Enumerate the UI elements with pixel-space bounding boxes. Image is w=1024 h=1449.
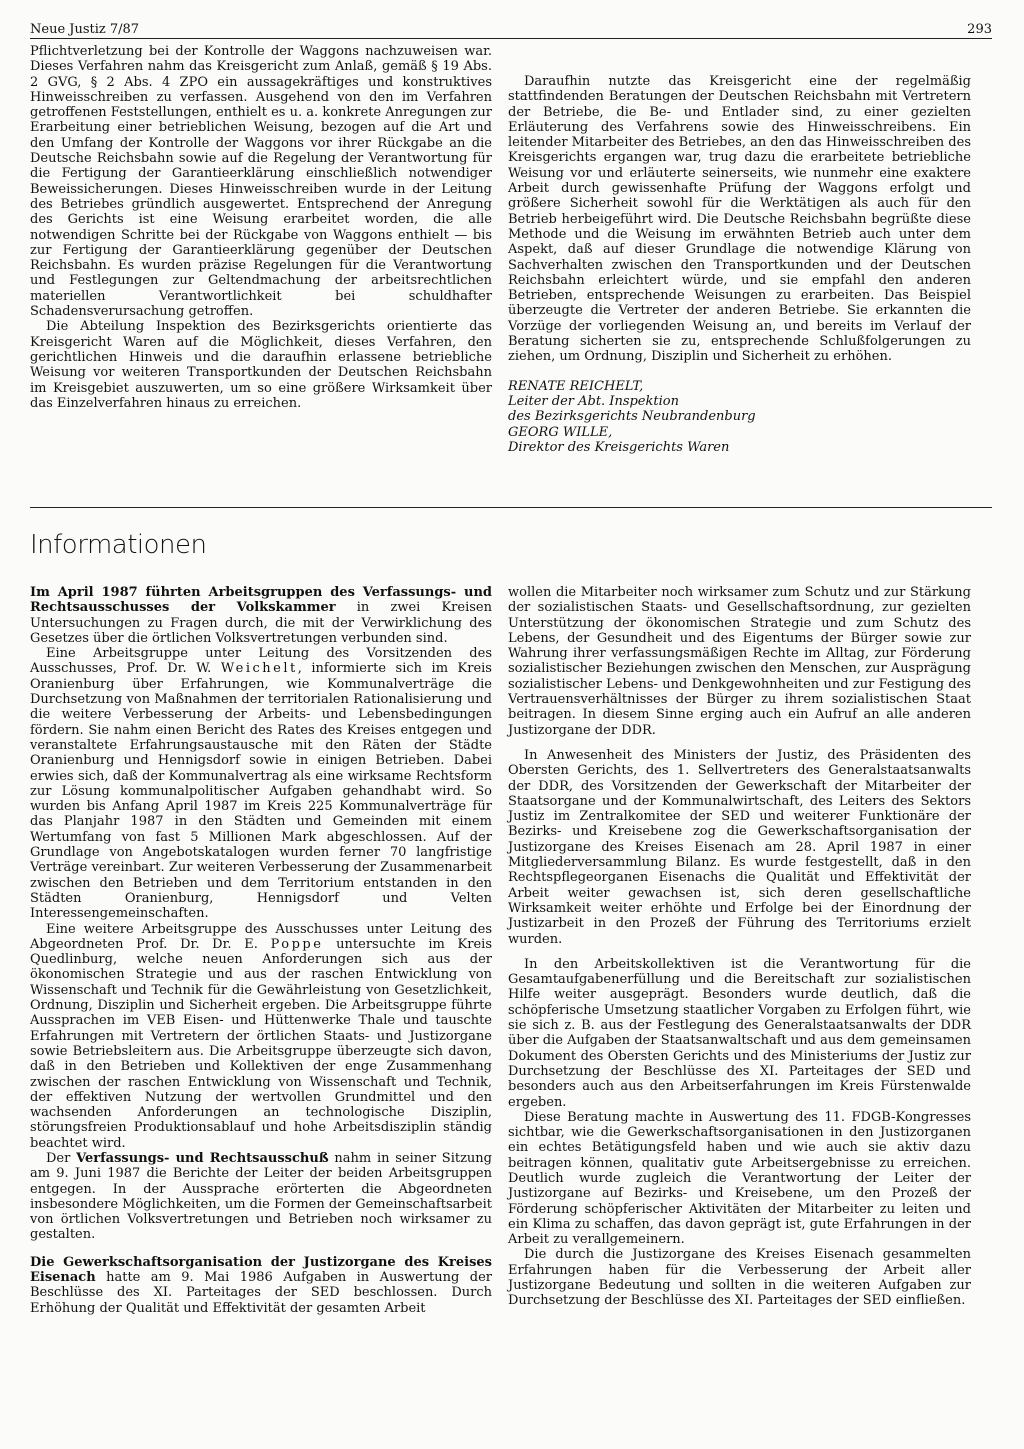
paragraph: Daraufhin nutzte das Kreisgericht eine der regelmäßig stattfindenden Beratungen der Deutschen Reichsbahn mit Vertretern der Betriebe, die Be- und Entlader sind, zu einer gezielten Erläuterung des Verfahrens sowie des Hinweisschreibens. Ein leitender Mitarbeiter des Betriebes, an den das Hinweisschreiben des Kreisgerichts ergangen war, trug dazu die erarbeitete betriebliche Weisung vor und erläuterte seinerseits, wie nunmehr eine exaktere Arbeit durch gewissenhafte Prüfung der Waggons erfolgt und größere Sicherheit sowohl für die Werktätigen als auch für den Betrieb herbeigeführt wird. Die Deutsche Reichsbahn begrüßte diese Methode und die Weisung im erwähnten Betrieb auch unter dem Aspekt, daß auf dieser Grundlage die notwendige Klärung von Sachverhalten zwischen den Transportkunden und der Deutschen Reichsbahn erleichtert würde, und sie empfahl den anderen Betrieben, entsprechende Weisungen zu erarbeiten. Das Beispiel überzeugte die Vertreter der anderen Betriebe. Sie erkannten die Vorzüge der vorliegenden Weisung an, und bereits im Verlauf der Beratung sicherten sie zu, entsprechende Schlußfolgerungen zu ziehen, um Ordnung, Disziplin und Sicherheit zu erhöhen. [508,74,971,365]
paragraph [30,585,492,646]
page-number: 293 [967,22,992,37]
paragraph [30,1255,492,1316]
text: , informierte sich im Kreis Oranienburg über Erfahrungen, wie Kommunalverträge die Durchsetzung von Maßnahmen der territorialen Rationalisierung und die weitere Verbesserung der Arbeits- und Lebensbedingungen fördern. Sie nahm einen Bericht des Rates des Kreises entgegen und veranstaltete Erfahrungsaustausche mit den Räten der Städte Oranienburg und Hennigsdorf sowie in einigen Betrieben. Dabei erwies sich, daß der Kommunalvertrag als eine wirksame Rechtsform zur Lösung kommunalpolitischer Aufgaben gehandhabt wird. So wurden bis Anfang April 1987 im Kreis 225 Kommunalverträge für das Planjahr 1987 in den Städten und Gemeinden mit einem Wertumfang von fast 5 Millionen Mark abgeschlossen. Auf der Grundlage von Angebotskatalogen wurden ferner 70 langfristige Verträge vereinbart. Zur weiteren Verbesserung der Zusammenarbeit zwischen den Betrieben und dem Territorium entstanden in den Städten Oranienburg, Hennigsdorf und Velten Interessengemeinschaften. [30,661,492,922]
paragraph: Pflichtverletzung bei der Kontrolle der Waggons nachzuweisen war. Dieses Verfahren nahm das Kreisgericht zum Anlaß, gemäß § 19 Abs. 2 GVG, § 2 Abs. 4 ZPO ein aussagekräftiges und konstruktives Hinweisschreiben zu verfassen. Ausgehend von den im Verfahren getroffenen Feststellungen, enthielt es u. a. konkrete Anregungen zur Erarbeitung einer betrieblichen Weisung, bezogen auf die Art und den Umfang der Kontrolle der Waggons vor ihrer Rückgabe an die Deutsche Reichsbahn sowie auf die Regelung der Verantwortung für die Fertigung der Garantieerklärung einschließlich notwendiger Beweissicherungen. Dieses Hinweisschreiben wurde in der Leitung des Betriebes gründlich ausgewertet. Entsprechend der Anregung des Gerichts ist eine Weisung erarbeitet worden, die alle notwendigen Schritte bei der Rückgabe von Waggons enthielt — bis zur Fertigung der Garantieerklärung gegenüber der Deutschen Reichsbahn. Es wurden präzise Regelungen für die Verantwortung und Festlegungen zur Geltendmachung der arbeitsrechtlichen materiellen Verantwortlichkeit bei schuldhafter Schadensverursachung getroffen. [30,44,492,320]
text: Eine weitere Arbeitsgruppe des Ausschusses unter Leitung des Abgeordneten Prof. Dr. Dr. E. [30,921,492,952]
bold-text: Verfassungs- und Rechtsausschuß [76,1150,329,1166]
author-institution: des Bezirksgerichts Neubrandenburg [508,409,756,425]
author-name: RENATE REICHELT, [508,378,644,394]
paragraph: In Anwesenheit des Ministers der Justiz, des Präsidenten des Obersten Gerichts, des 1. Sellvertreters des Generalstaatsanwalts der DDR, des Vorsitzenden der Gewerkschaft der Mitarbeiter der Staatsorgane und der Kommunalwirtschaft, des Leiters des Sektors Justiz im Zentralkomitee der SED und weiterer Funktionäre der Bezirks- und Kreisebene zog die Gewerkschaftsorganisation der Justizorgane des Kreises Eisenach am 28. April 1987 in einer Mitgliederversammlung Bilanz. Es wurde festgestellt, daß in den Rechtspflegeorganen Eisenachs die Qualität und Effektivität der Arbeit weiter gewachsen ist, sich deren gesellschaftliche Wirksamkeit weiter erhöhte und Erfolge bei der Einordnung der Justizarbeit in den Prozeß der Führung des Territoriums erzielt wurden. [508,747,971,947]
paragraph: Die Abteilung Inspektion des Bezirksgerichts orientierte das Kreisgericht Waren auf die Möglichkeit, dieses Verfahren, den gerichtlichen Hinweis und die daraufhin erlassene betriebliche Weisung vor weiteren Transportkunden der Deutschen Reichsbahn im Kreisgebiet auszuwerten, um so eine größere Wirksamkeit über das Einzelverfahren hinaus zu erreichen. [30,319,492,411]
author-title: Direktor des Kreisgerichts Waren [508,439,730,455]
person-name: Poppe [270,936,324,952]
bold-text: Arbeitsgruppen des Verfassungs- und Rechtsausschusses der Volkskammer [30,585,492,616]
text: Eine Arbeitsgruppe unter Leitung des Vorsitzenden des Ausschusses, Prof. Dr. W. [30,646,492,677]
author-title: Leiter der Abt. Inspektion [508,393,679,409]
section-title: Informationen [30,530,207,560]
person-name: Weichelt [220,661,298,677]
paragraph [30,922,492,1151]
paragraph: Die durch die Justizorgane des Kreises Eisenach gesammelten Erfahrungen haben für die Verbesserung der Arbeit aller Justizorgane Bedeutung und sollten in die weiteren Aufgaben zur Durchsetzung der Beschlüsse des XI. Parteitages der SED einfließen. [508,1247,971,1309]
bold-text: Die Gewerkschaftsorganisation der Justizorgane des Kreises Eisenach [30,1254,492,1286]
paragraph [30,1151,492,1243]
section-rule [30,507,992,508]
header-rule [30,38,992,39]
paragraph [30,646,492,921]
article-column-right [508,74,971,455]
paragraph: Diese Beratung machte in Auswertung des 11. FDGB-Kongresses sichtbar, wie die Gewerkschaftsorganisationen in den Justizorganen ein echtes Betätigungsfeld haben und wie auch sie aktiv dazu beitragen können, qualitativ gute Arbeitsergebnisse zu erreichen. Deutlich wurde zugleich die Verantwortung der Leiter der Justizorgane auf Bezirks- und Kreisebene, um den Prozeß der Förderung schöpferischer Aktivitäten der Mitarbeiter zu leiten und ein Klima zu schaffen, das davon geprägt ist, gute Erfahrungen in der Arbeit zu verallgemeinern. [508,1109,971,1248]
text: Der [46,1150,77,1166]
author-name: GEORG WILLE, [508,424,613,440]
text: in zwei Kreisen Untersuchungen zu Fragen durch, die mit der Verwirklichung des Gesetzes über die örtlichen Volksvertretungen verbunden sind. [30,600,492,646]
author-signature [508,379,971,455]
text: hatte am 9. Mai 1986 Aufgaben in Auswertung der Beschlüsse des XI. Parteitages der SED beschlossen. Durch Erhöhung der Qualität und Effektivität der gesamten Arbeit [30,1270,492,1316]
info-column-right [508,585,971,1309]
text: nahm in seiner Sitzung am 9. Juni 1987 die Berichte der Leiter der beiden Arbeitsgruppen entgegen. In der Aussprache erörterten die Abgeordneten insbesondere Möglichkeiten, um die Formen der Gemeinschaftsarbeit von örtlichen Volksvertretungen und Betrieben noch wirksamer zu gestalten. [30,1150,493,1243]
text: untersuchte im Kreis Quedlinburg, welche neuen Anforderungen sich aus der ökonomischen Strategie und aus der raschen Entwicklung von Wissenschaft und Technik für die Gewährleistung von Gesetzlichkeit, Ordnung, Disziplin und Sicherheit ergeben. Die Arbeitsgruppe führte Aussprachen im VEB Eisen- und Hüttenwerke Thale und tauschte Erfahrungen mit Vertretern der örtlichen Staats- und Justizorgane sowie Betriebsleitern aus. Die Arbeitsgruppe überzeugte sich davon, daß in den Betrieben und Kollektiven der enge Zusammenhang zwischen der raschen Entwicklung von Wissenschaft und Technik, der effektiven Nutzung der wertvollen Grundmittel und den wachsenden Anforderungen an technologische Disziplin, störungsfreien Produktionsablauf und hohe Arbeitsdisziplin ständig beachtet wird. [30,936,492,1151]
paragraph: wollen die Mitarbeiter noch wirksamer zum Schutz und zur Stärkung der sozialistischen Staats- und Gesellschaftsordnung, zur gezielten Unterstützung der ökonomischen Strategie und zum Schutz des Lebens, der Gesundheit und des Eigentums der Bürger sowie zur Wahrung ihrer verfassungsmäßigen Rechte im Alltag, zur Förderung sozialistischer Beziehungen zwischen den Menschen, zur Ausprägung sozialistischer Lebens- und Denkgewohnheiten und zur Festigung des Vertrauensverhältnisses der Bürger zu ihrem sozialistischen Staat beitragen. In diesem Sinne erging auch ein Aufruf an alle anderen Justizorgane der DDR. [508,585,971,738]
info-column-left [30,585,492,1316]
article-column-left [30,44,492,411]
paragraph: In den Arbeitskollektiven ist die Verantwortung für die Gesamtaufgabenerfüllung und die Bereitschaft zur sozialistischen Hilfe weiter ausgeprägt. Besonders wurde deutlich, daß die schöpferische Umsetzung staatlicher Vorgaben zu Erfolgen führt, wie sie sich z. B. aus der Festlegung des Generalstaatsanwalts der DDR über die Aufgaben der Staatsanwaltschaft und aus dem gemeinsamen Dokument des Obersten Gerichts und des Ministeriums der Justiz zur Durchsetzung der Beschlüsse des XI. Parteitages der SED und besonders auch aus den Arbeitserfahrungen im Kreis Fürstenwalde ergeben. [508,956,971,1110]
page-header [30,14,992,36]
journal-issue: Neue Justiz 7/87 [30,22,140,37]
bold-text: Im April 1987 führten [30,585,209,600]
